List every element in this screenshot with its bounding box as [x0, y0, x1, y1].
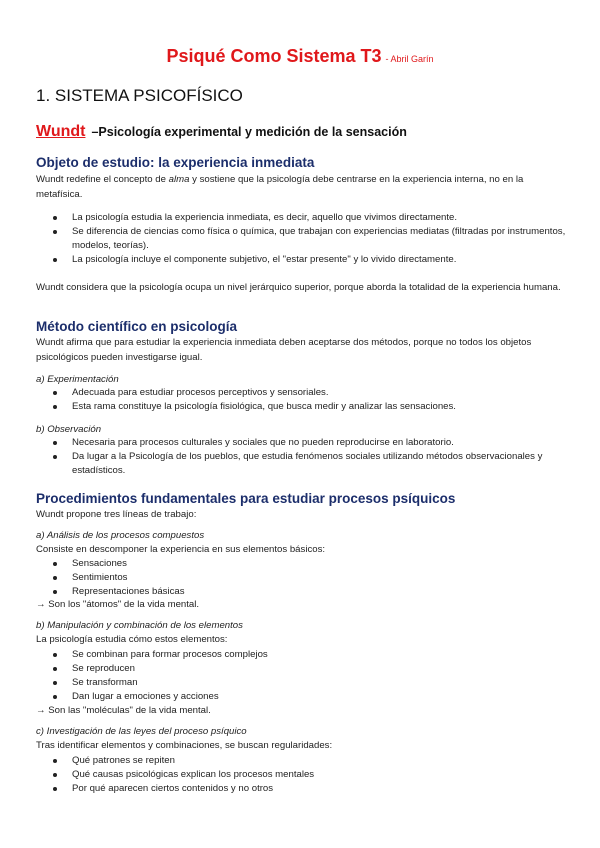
proc-a-intro: Consiste en descomponer la experiencia en sus elementos básicos: [36, 544, 326, 555]
objeto-intro-text-1: Wundt redefine el concepto de [36, 174, 169, 185]
list-item: Se diferencia de ciencias como física o química, que trabajan con experiencias mediatas (filtradas por instrumentos, modelos, teorías). [36, 225, 566, 253]
list-item: Adecuada para estudiar procesos perceptivos y sensoriales. [36, 386, 566, 400]
list-item: Sensaciones [36, 557, 566, 571]
objeto-bullet-list [36, 211, 566, 267]
metodo-intro: Wundt afirma que para estudiar la experiencia inmediata deben aceptarse dos métodos, porque no todos los objetos psicológicos pueden investigarse igual. [36, 337, 532, 363]
proc-c-label: c) Investigación de las leyes del proceso psíquico [36, 726, 247, 737]
list-item: Por qué aparecen ciertos contenidos y no otros [36, 782, 566, 796]
wundt-name: Wundt [36, 123, 86, 140]
wundt-heading [36, 123, 407, 141]
metodo-heading: Método científico en psicología [36, 319, 238, 334]
proc-b-label: b) Manipulación y combinación de los elementos [36, 620, 243, 631]
metodo-b-list [36, 436, 571, 478]
title-author: - Abril Garín [385, 54, 434, 64]
proc-a-list [36, 557, 566, 599]
list-item: Da lugar a la Psicología de los pueblos, que estudia fenómenos sociales utilizando métodos observacionales y estadísticos. [36, 450, 571, 478]
list-item: Dan lugar a emociones y acciones [36, 690, 566, 704]
objeto-intro-text-2: y sostiene que la psicología debe centrarse en la experiencia interna, no en la metafísica. [36, 174, 524, 200]
proc-c-intro: Tras identificar elementos y combinaciones, se buscan regularidades: [36, 740, 333, 751]
proc-c-list [36, 754, 566, 796]
document-title [0, 46, 600, 67]
list-item: La psicología incluye el componente subjetivo, el "estar presente" y lo vivido directamente. [36, 253, 566, 267]
list-item: Representaciones básicas [36, 585, 566, 599]
section-heading: 1. SISTEMA PSICOFÍSICO [36, 86, 243, 105]
list-item: Se transforman [36, 676, 566, 690]
procedimientos-intro: Wundt propone tres líneas de trabajo: [36, 509, 197, 520]
metodo-b-label: b) Observación [36, 424, 102, 435]
list-item: Se combinan para formar procesos complejos [36, 648, 566, 662]
list-item: Esta rama constituye la psicología fisiológica, que busca medir y analizar las sensaciones. [36, 400, 566, 414]
proc-b-list [36, 648, 566, 704]
procedimientos-heading: Procedimientos fundamentales para estudiar procesos psíquicos [36, 491, 456, 506]
title-main: Psiqué Como Sistema T3 [166, 46, 382, 66]
list-item: Necesaria para procesos culturales y sociales que no pueden reproducirse en laboratorio. [36, 436, 571, 450]
metodo-a-list [36, 386, 566, 414]
list-item: Se reproducen [36, 662, 566, 676]
list-item: Qué patrones se repiten [36, 754, 566, 768]
list-item: Sentimientos [36, 571, 566, 585]
proc-a-result: → Son los "átomos" de la vida mental. [36, 599, 200, 610]
list-item: Qué causas psicológicas explican los procesos mentales [36, 768, 566, 782]
wundt-subtitle: –Psicología experimental y medición de la sensación [91, 125, 407, 139]
metodo-a-label: a) Experimentación [36, 374, 119, 385]
list-item: La psicología estudia la experiencia inmediata, es decir, aquello que vivimos directamente. [36, 211, 566, 225]
proc-a-label: a) Análisis de los procesos compuestos [36, 530, 205, 541]
objeto-conclusion: Wundt considera que la psicología ocupa un nivel jerárquico superior, porque aborda la totalidad de la experiencia humana. [36, 282, 561, 293]
objeto-intro-emphasis: alma [168, 174, 190, 185]
objeto-intro [36, 172, 566, 202]
proc-b-result: → Son las "moléculas" de la vida mental. [36, 705, 211, 716]
objeto-heading: Objeto de estudio: la experiencia inmediata [36, 155, 315, 170]
proc-b-intro: La psicología estudia cómo estos elementos: [36, 634, 228, 645]
